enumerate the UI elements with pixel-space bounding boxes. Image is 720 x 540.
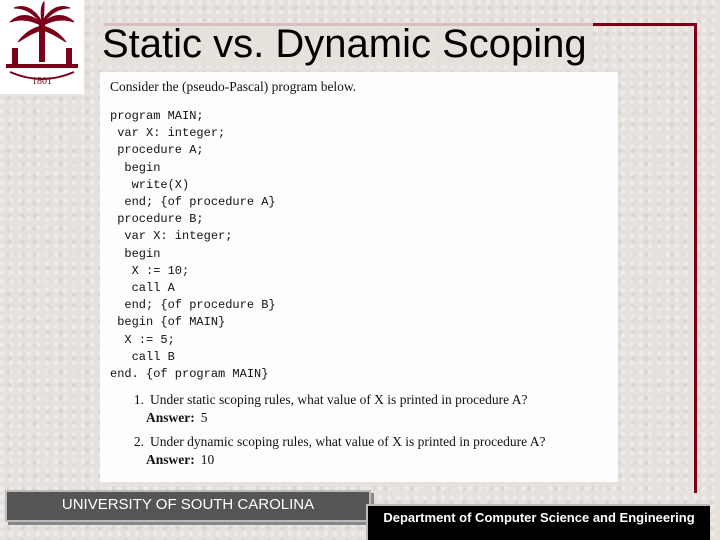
answer-label: Answer: <box>146 452 195 468</box>
logo-year: 1801 <box>32 76 52 87</box>
title-rule-right <box>694 23 697 493</box>
intro-text: Consider the (pseudo-Pascal) program below. <box>110 79 357 94</box>
answer-value: 10 <box>200 452 215 468</box>
question-item <box>110 391 608 427</box>
question-item <box>110 433 608 469</box>
answer-label: Answer: <box>146 410 195 426</box>
university-name-footer: UNIVERSITY OF SOUTH CAROLINA <box>5 490 371 522</box>
question-list <box>110 391 608 469</box>
answer-value: 5 <box>200 410 208 426</box>
content-panel <box>100 72 618 482</box>
question-number: 1. <box>133 392 144 408</box>
palmetto-tree-seal-icon <box>0 0 84 94</box>
department-footer: Department of Computer Science and Engineering <box>366 504 710 540</box>
university-logo <box>0 0 84 94</box>
question-text: Under dynamic scoping rules, what value of X is printed in procedure A? <box>150 434 546 450</box>
question-number: 2. <box>133 434 144 450</box>
slide-title: Static vs. Dynamic Scoping <box>100 22 593 66</box>
question-text: Under static scoping rules, what value of X is printed in procedure A? <box>150 392 528 408</box>
code-block: program MAIN; var X: integer; procedure A; begin write(X) end; {of procedure A} procedure B; var X: integer; begin X := 10; call A end; {of procedure B} begin {of MAIN} X := 5; call B end. {of program MAIN} <box>110 109 276 382</box>
